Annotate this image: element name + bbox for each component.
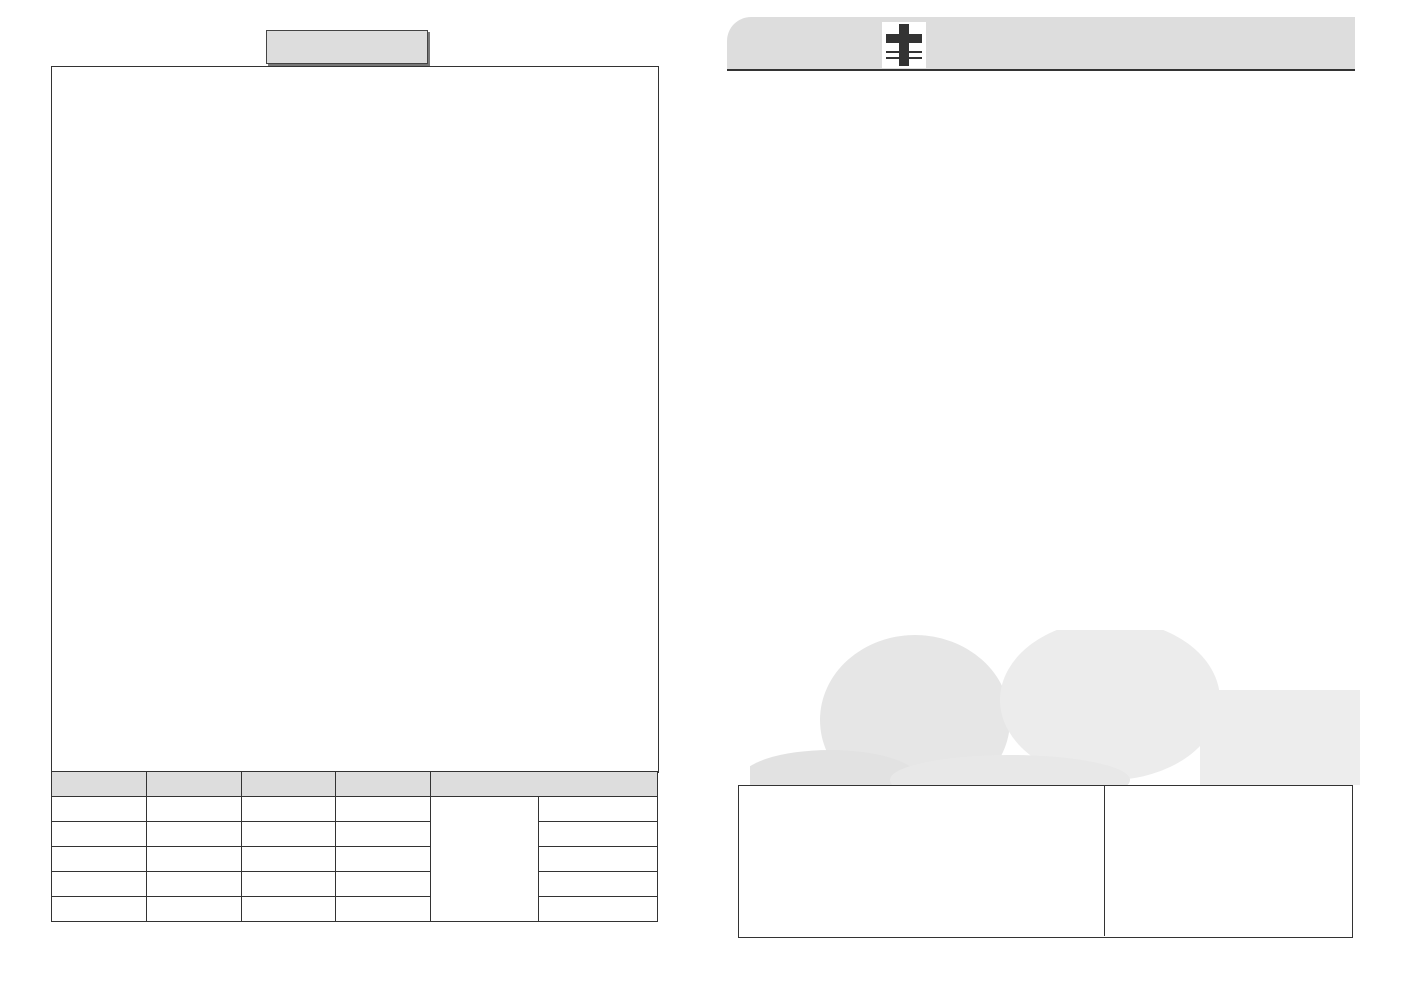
table-cell xyxy=(241,872,336,897)
table-cell xyxy=(52,872,147,897)
table-cell xyxy=(146,797,241,822)
table-cell xyxy=(336,897,431,922)
table-cell xyxy=(431,797,539,922)
table-header-row xyxy=(52,772,658,797)
table-cell xyxy=(241,897,336,922)
table-cell xyxy=(336,872,431,897)
table-row xyxy=(52,872,658,897)
church-info-box xyxy=(738,785,1353,938)
info-divider xyxy=(1104,785,1105,936)
table-cell xyxy=(52,897,147,922)
news-title xyxy=(266,30,428,64)
column-header xyxy=(52,772,147,797)
table-cell xyxy=(52,822,147,847)
table-cell xyxy=(146,897,241,922)
table-cell xyxy=(241,847,336,872)
table-cell xyxy=(52,847,147,872)
table-cell xyxy=(336,822,431,847)
watermark-illustration-icon xyxy=(750,630,1360,785)
table-cell xyxy=(241,822,336,847)
table-row xyxy=(52,847,658,872)
table-cell xyxy=(539,872,658,897)
table-row xyxy=(52,897,658,922)
table-cell xyxy=(539,822,658,847)
cross-logo-icon xyxy=(882,22,926,68)
table-cell xyxy=(336,797,431,822)
table-cell xyxy=(146,872,241,897)
table-cell xyxy=(539,847,658,872)
table-cell xyxy=(146,822,241,847)
table-row xyxy=(52,797,658,822)
table-cell xyxy=(52,797,147,822)
column-header xyxy=(431,772,658,797)
bulletin-header xyxy=(727,17,1355,71)
news-box xyxy=(51,66,659,773)
column-header xyxy=(336,772,431,797)
table-cell xyxy=(241,797,336,822)
table-cell xyxy=(539,897,658,922)
meeting-schedule-table xyxy=(51,771,658,922)
table-cell xyxy=(539,797,658,822)
column-header xyxy=(241,772,336,797)
table-cell xyxy=(336,847,431,872)
column-header xyxy=(146,772,241,797)
table-cell xyxy=(146,847,241,872)
table-row xyxy=(52,822,658,847)
